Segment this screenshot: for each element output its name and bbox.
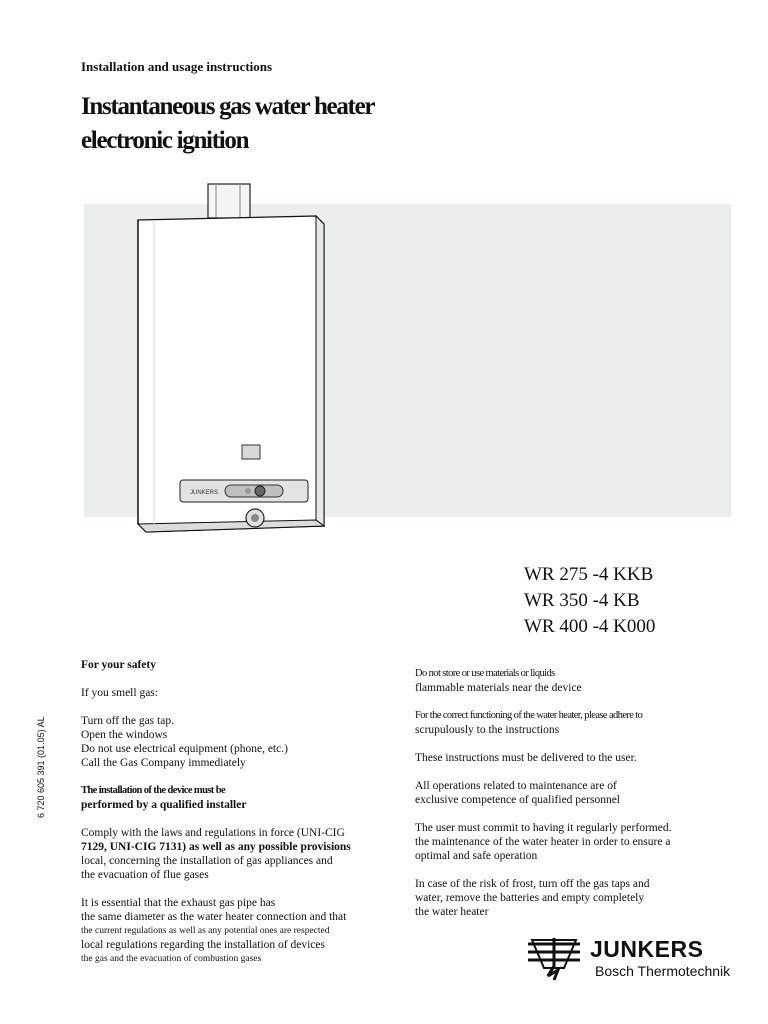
heater-label: JUNKERS <box>190 490 219 496</box>
exhaust-line-3: the current regulations as well as any potential ones are respected <box>81 926 330 936</box>
frost-line-2: water, remove the batteries and empty completely <box>415 892 645 904</box>
model-3: WR 400 -4 K000 <box>524 616 656 637</box>
exhaust-line-1: It is essential that the exhaust gas pipe has <box>81 897 276 909</box>
document-subtitle: Installation and usage instructions <box>81 59 273 74</box>
model-list <box>524 562 655 640</box>
installation-line-2: performed by a qualified installer <box>81 799 247 811</box>
store-line-2: flammable materials near the device <box>415 682 582 694</box>
step-3: Do not use electrical equipment (phone, etc.) <box>81 743 288 755</box>
function-line-2: scrupulously to the instructions <box>415 724 560 736</box>
document-code: 6 720 605 391 (01.05) AL <box>36 716 46 818</box>
step-1: Turn off the gas tap. <box>81 715 174 727</box>
frost-line-3: the water heater <box>415 906 489 918</box>
comply-line-4: the evacuation of flue gases <box>81 869 209 881</box>
commit-line-3: optimal and safe operation <box>415 850 538 862</box>
delivered-text: These instructions must be delivered to the user. <box>415 752 637 764</box>
brand-subtitle: Bosch Thermotechnik <box>595 963 731 979</box>
commit-line-2: the maintenance of the water heater in order to ensure a <box>415 836 671 848</box>
safety-column <box>81 658 381 966</box>
brand-name: JUNKERS <box>590 936 704 962</box>
document-title <box>81 90 374 158</box>
function-line-1: For the correct functioning of the water heater, please adhere to <box>415 710 643 721</box>
maint-line-2: exclusive competence of qualified personnel <box>415 794 621 806</box>
frost-line-1: In case of the risk of frost, turn off the gas taps and <box>415 878 650 890</box>
exhaust-line-5: the gas and the evacuation of combustion gases <box>81 954 262 964</box>
maint-line-1: All operations related to maintenance are of <box>415 780 617 792</box>
comply-line-2: 7129, UNI-CIG 7131) as well as any possible provisions <box>81 841 351 853</box>
step-2: Open the windows <box>81 729 168 741</box>
commit-line-1: The user must commit to having it regularly performed. <box>415 822 672 834</box>
title-line-1: Instantaneous gas water heater <box>81 93 375 120</box>
model-2: WR 350 -4 KB <box>524 590 640 611</box>
installation-line-1: The installation of the device must be <box>81 785 226 796</box>
safety-heading: For your safety <box>81 659 156 671</box>
title-line-2: electronic ignition <box>81 127 249 154</box>
store-line-1: Do not store or use materials or liquids <box>415 668 555 679</box>
junkers-logo-icon <box>524 936 584 982</box>
model-1: WR 275 -4 KKB <box>524 564 654 585</box>
step-4: Call the Gas Company immediately <box>81 757 246 769</box>
exhaust-line-4: local regulations regarding the installation of devices <box>81 939 325 951</box>
exhaust-line-2: the same diameter as the water heater connection and that <box>81 911 347 923</box>
comply-line-3: local, concerning the installation of gas appliances and <box>81 855 333 867</box>
water-heater-illustration <box>130 180 330 540</box>
comply-line-1: Comply with the laws and regulations in force (UNI-CIG <box>81 827 345 839</box>
smell-gas-text: If you smell gas: <box>81 687 158 699</box>
usage-column <box>415 667 715 919</box>
